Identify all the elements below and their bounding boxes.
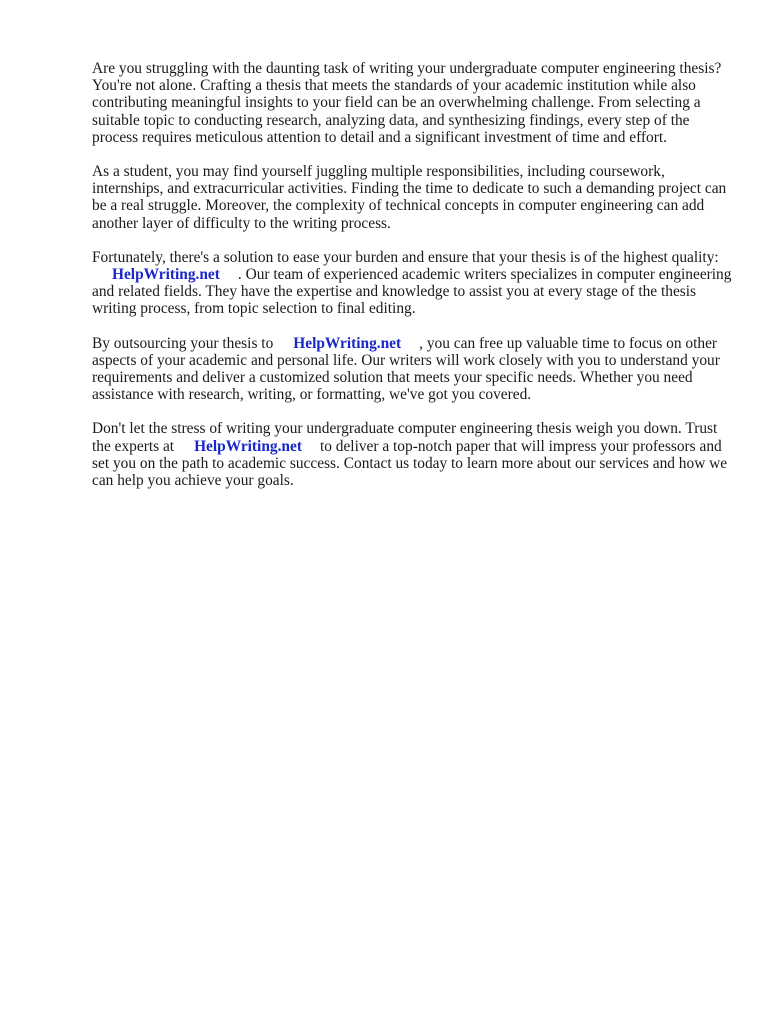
paragraph-text: Are you struggling with the daunting task of writing your undergraduate computer engineering thesis? You're not alone. Crafting a thesis that meets the standards of your academic institution while also contributing meaningful insights to your field can be an overwhelming challenge. From selecting a suitable topic to conducting research, analyzing data, and synthesizing findings, every step of the process requires meticulous attention to detail and a significant investment of time and effort. bbox=[92, 60, 722, 146]
helpwriting-link[interactable]: HelpWriting.net bbox=[112, 266, 220, 284]
paragraph-intro bbox=[92, 60, 732, 146]
paragraph-text-after: , you can free up valuable time to focus on other aspects of your academic and personal life. Our writers will work closely with you to understand your requirements and deliver a customized solution that meets your specific needs. Whether you need assistance with research, writing, or formatting, we've got you covered. bbox=[92, 334, 720, 404]
paragraph-student-challenges bbox=[92, 163, 732, 232]
helpwriting-link[interactable]: HelpWriting.net bbox=[194, 437, 302, 455]
paragraph-text-after: . Our team of experienced academic writers specializes in computer engineering and related fields. They have the expertise and knowledge to assist you at every stage of the thesis writing process, from topic selection to final editing. bbox=[92, 266, 732, 318]
paragraph-outsourcing bbox=[92, 335, 732, 404]
helpwriting-link[interactable]: HelpWriting.net bbox=[293, 334, 402, 352]
paragraph-text-after: to deliver a top-notch paper that will impress your professors and set you on the path to academic success. Contact us today to learn more about our services and how we can help you achieve your goals. bbox=[92, 437, 728, 490]
paragraph-solution bbox=[92, 249, 732, 318]
document-page bbox=[92, 60, 732, 506]
paragraph-text: As a student, you may find yourself juggling multiple responsibilities, including coursework, internships, and extracurricular activities. Finding the time to dedicate to such a demanding project can be a real struggle. Moreover, the complexity of technical concepts in computer engineering can add another layer of difficulty to the writing process. bbox=[92, 163, 727, 232]
paragraph-call-to-action bbox=[92, 420, 732, 489]
paragraph-text-before: Don't let the stress of writing your undergraduate computer engineering thesis weigh you down. Trust the experts at bbox=[92, 420, 718, 455]
paragraph-text-before: Fortunately, there's a solution to ease your burden and ensure that your thesis is of the highest quality: bbox=[92, 248, 719, 266]
paragraph-text-before: By outsourcing your thesis to bbox=[92, 334, 274, 352]
